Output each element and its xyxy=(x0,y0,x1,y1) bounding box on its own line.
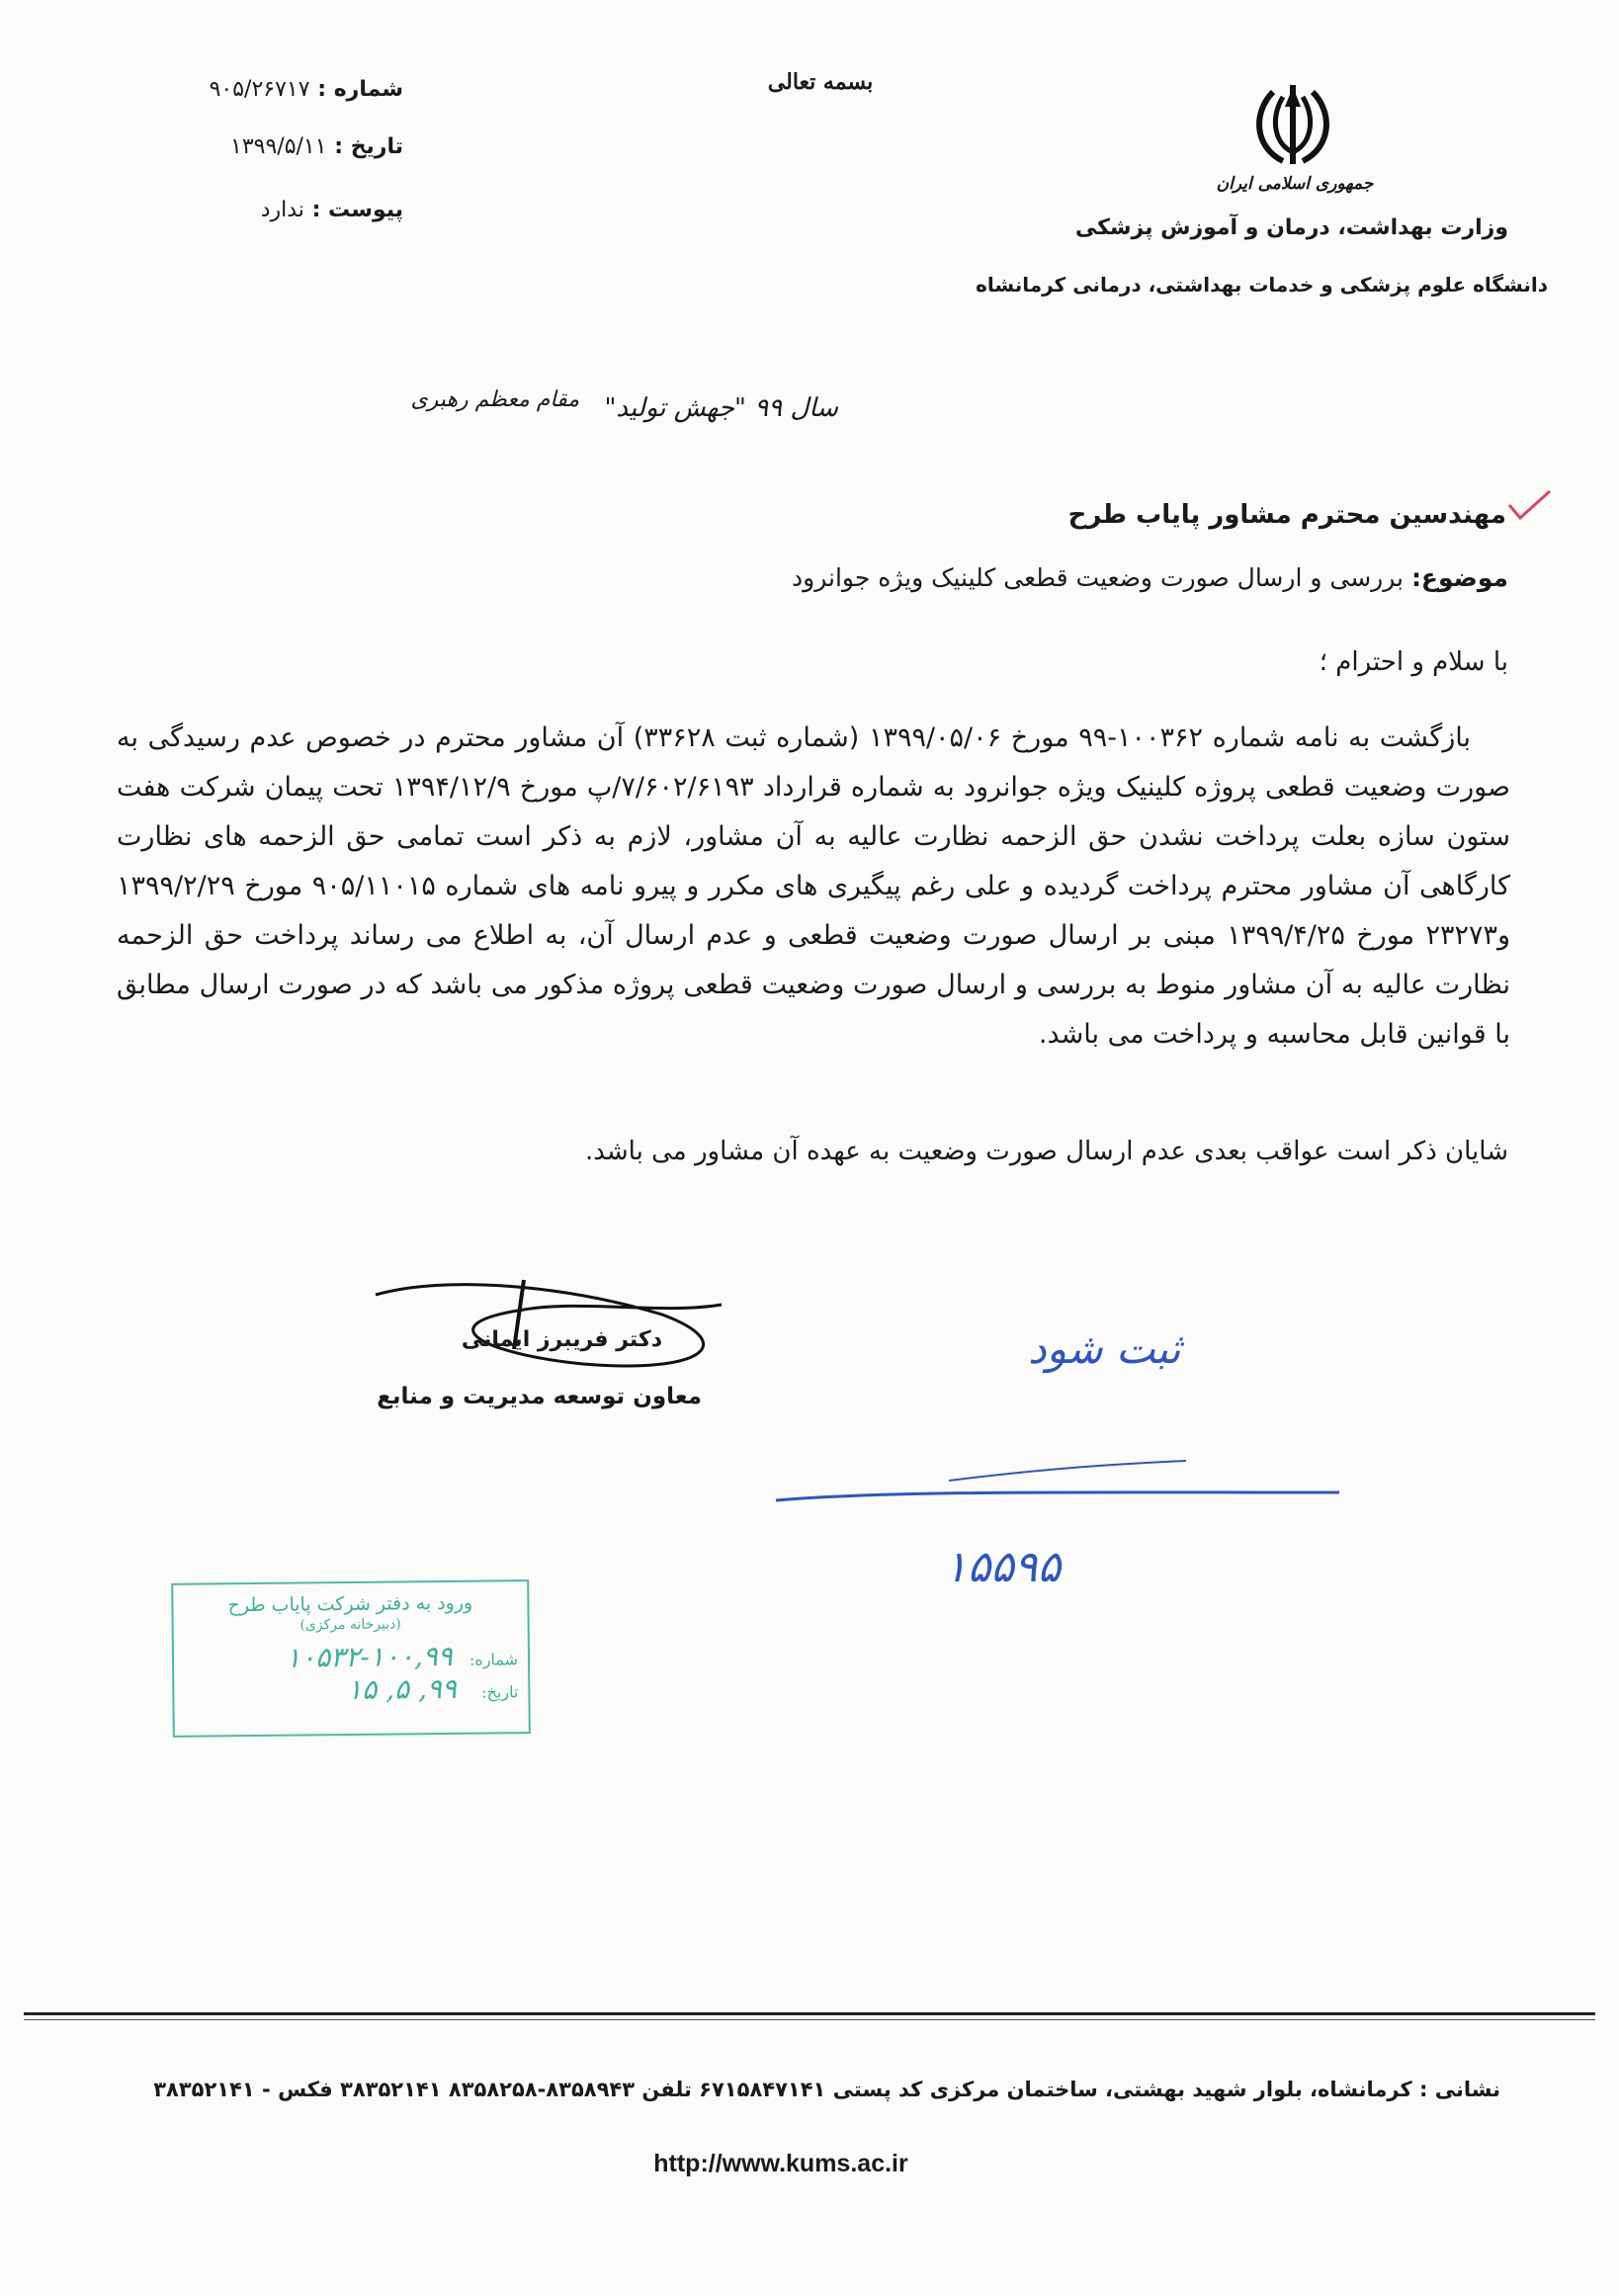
letter-date xyxy=(230,134,403,159)
stamp-date-value: ۹۹, ۵, ۱۵ xyxy=(347,1671,458,1707)
handwritten-underline xyxy=(771,1451,1344,1510)
footer-address: نشانی : کرمانشاه، بلوار شهید بهشتی، ساختمان مرکزی کد پستی ۶۷۱۵۸۴۷۱۴۱ تلفن ۸۳۵۸۹۴۳-۸۳۵۸۲۵۸ ۳۸۳۵۲۱۴۱ فکس - ۳۸۳۵۲۱۴۱ xyxy=(153,2078,1500,2101)
handwritten-note: ثبت شود xyxy=(1028,1324,1181,1373)
number-label: شماره : xyxy=(317,77,403,102)
stamp-title: ورود به دفتر شرکت پایاب طرح xyxy=(227,1591,473,1617)
stamp-number-row xyxy=(174,1639,528,1675)
subject-line xyxy=(792,563,1508,592)
ministry-name: وزارت بهداشت، درمان و آموزش پزشکی xyxy=(1074,215,1508,240)
attachment-label: پیوست : xyxy=(311,198,403,222)
stamp-subtitle: (دبیرخانه مرکزی) xyxy=(299,1616,401,1634)
registration-stamp xyxy=(171,1579,531,1738)
letter-attachment xyxy=(261,198,403,222)
slogan-attribution: مقام معظم رهبری xyxy=(410,387,579,412)
university-name: دانشگاه علوم پزشکی و خدمات بهداشتی، درمانی کرمانشاه xyxy=(976,273,1548,297)
recipient: مهندسین محترم مشاور پایاب طرح xyxy=(1067,500,1506,530)
subject-label: موضوع: xyxy=(1410,563,1508,592)
footer-divider xyxy=(24,2012,1595,2015)
handwritten-number: ۱۵۵۹۵ xyxy=(944,1542,1062,1592)
signatory-title: معاون توسعه مدیریت و منابع xyxy=(377,1384,702,1409)
letter-note: شایان ذکر است عواقب بعدی عدم ارسال صورت وضعیت به عهده آن مشاور می باشد. xyxy=(584,1137,1508,1166)
attachment-value: ندارد xyxy=(260,198,304,222)
date-value: ۱۳۹۹/۵/۱۱ xyxy=(230,134,327,159)
basmala: بسمه تعالی xyxy=(767,69,874,95)
stamp-date-label: تاریخ: xyxy=(481,1682,519,1702)
iran-emblem-icon xyxy=(1243,77,1342,176)
slogan-year: سال ۹۹ "جهش تولید" xyxy=(604,393,838,423)
check-mark-icon xyxy=(1506,488,1552,522)
stamp-date-row xyxy=(174,1671,528,1708)
stamp-number-label: شماره: xyxy=(469,1650,519,1669)
footer-divider-thin xyxy=(24,2019,1595,2020)
letter-body: بازگشت به نامه شماره ۱۰۰۳۶۲-۹۹ مورخ ۱۳۹۹/۰۵/۰۶ (شماره ثبت ۳۳۶۲۸) آن مشاور محترم در خصوص عدم رسیدگی به صورت وضعیت قطعی پروژه کلینیک ویژه جوانرود به شماره قرارداد ۷/۶۰۲/۶۱۹۳/پ مورخ ۱۳۹۴/۱۲/۹ تحت پیمان شرکت هفت ستون سازه بعلت پرداخت نشدن حق الزحمه نظارت عالیه به آن مشاور، لازم به ذکر است تمامی حق الزحمه های نظارت کارگاهی آن مشاور محترم پرداخت گردیده و علی رغم پیگیری های مکرر و پیرو نامه های شماره ۹۰۵/۱۱۰۱۵ مورخ ۱۳۹۹/۲/۲۹ و۲۳۲۷۳ مورخ ۱۳۹۹/۴/۲۵ مبنی بر ارسال صورت وضعیت قطعی و عدم ارسال آن، به اطلاع می رساند پرداخت حق الزحمه نظارت عالیه به آن مشاور منوط به بررسی و ارسال صورت وضعیت قطعی پروژه مذکور می باشد که در صورت ارسال مطابق با قوانین قابل محاسبه و پرداخت می باشد. xyxy=(117,723,1510,1050)
date-label: تاریخ : xyxy=(334,134,403,159)
letter-number xyxy=(210,77,403,102)
footer-website[interactable]: http://www.kums.ac.ir xyxy=(653,2150,908,2177)
subject-text: بررسی و ارسال صورت وضعیت قطعی کلینیک ویژه جوانرود xyxy=(792,563,1404,592)
republic-caption: جمهوری اسلامی ایران xyxy=(1216,174,1374,194)
stamp-number-value: ۱۰۰,۹۹-۱۰۵۳۲ xyxy=(285,1639,454,1674)
number-value: ۹۰۵/۲۶۷۱۷ xyxy=(209,77,310,102)
signatory-name: دکتر فریبرز ایمانی xyxy=(461,1327,662,1352)
greeting: با سلام و احترام ؛ xyxy=(1319,647,1508,677)
